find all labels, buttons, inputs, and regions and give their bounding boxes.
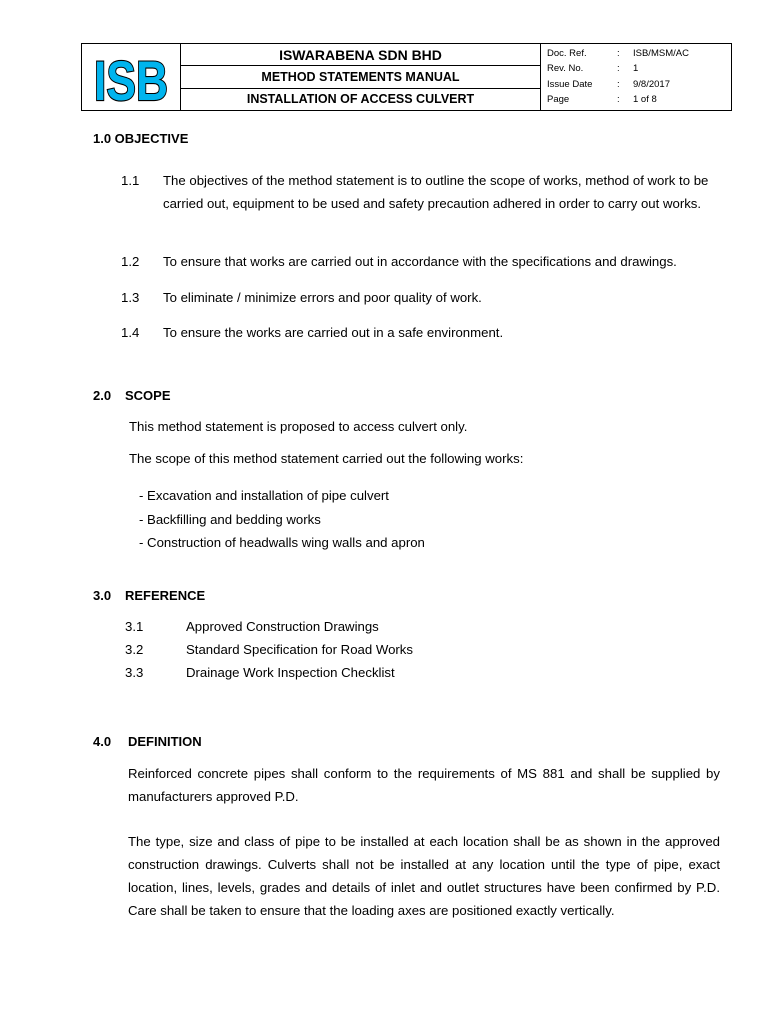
scope-list-item: - Backfilling and bedding works <box>139 512 321 527</box>
section-title: DEFINITION <box>128 734 202 749</box>
section-title: REFERENCE <box>125 588 206 603</box>
meta-value: 1 <box>633 63 639 75</box>
logo-cell <box>82 44 181 110</box>
meta-colon: : <box>617 78 620 90</box>
meta-issue-date <box>547 78 731 92</box>
company-logo <box>91 48 171 112</box>
meta-value: ISB/MSM/AC <box>633 47 689 59</box>
document-header <box>81 43 732 111</box>
item-number: 3.3 <box>125 665 144 680</box>
meta-page <box>547 93 731 107</box>
meta-label: Issue Date <box>547 78 593 90</box>
section-number: 3.0 <box>93 588 112 603</box>
item-number: 3.2 <box>125 642 144 657</box>
section-title: SCOPE <box>125 388 171 403</box>
item-text: Standard Specification for Road Works <box>186 642 413 657</box>
meta-rev-no <box>547 62 731 76</box>
section-number: 2.0 <box>93 388 112 403</box>
meta-value: 9/8/2017 <box>633 78 670 90</box>
item-number: 1.2 <box>121 254 140 269</box>
item-number: 1.1 <box>121 173 140 188</box>
logo-text: ISB <box>94 49 168 112</box>
definition-paragraph: The type, size and class of pipe to be installed at each location shall be as shown in the approved construction drawings. Culverts shall not be installed at any location until the type of pipe, exact location, lines, levels, grades and details of inlet and outlet structures have been confirmed by P.D. Care shall be taken to ensure that the loading axes are positioned exactly vertically. <box>128 834 720 918</box>
meta-value: 1 of 8 <box>633 94 657 106</box>
section-objective-heading: 1.0 OBJECTIVE <box>93 131 189 146</box>
item-text: Drainage Work Inspection Checklist <box>186 665 395 680</box>
meta-colon: : <box>617 94 620 106</box>
document-title: INSTALLATION OF ACCESS CULVERT <box>246 92 475 107</box>
company-name: ISWARABENA SDN BHD <box>181 44 540 66</box>
item-number: 1.4 <box>121 325 140 340</box>
meta-colon: : <box>617 63 620 75</box>
section-number: 4.0 <box>93 734 112 749</box>
meta-doc-ref <box>547 47 731 61</box>
scope-paragraph: The scope of this method statement carried out the following works: <box>129 451 524 466</box>
definition-paragraph: Reinforced concrete pipes shall conform to the requirements of MS 881 and shall be supplied by manufacturers approved P.D. <box>128 766 720 804</box>
section-scope-heading <box>93 388 171 403</box>
section-definition-heading <box>93 734 202 749</box>
meta-label: Rev. No. <box>547 63 584 75</box>
item-number: 3.1 <box>125 619 144 634</box>
manual-name: METHOD STATEMENTS MANUAL <box>181 66 540 88</box>
section-reference-heading <box>93 588 205 603</box>
scope-list-item: - Construction of headwalls wing walls and apron <box>139 535 425 550</box>
meta-colon: : <box>617 47 620 59</box>
item-text: To ensure the works are carried out in a safe environment. <box>163 325 504 340</box>
scope-paragraph: This method statement is proposed to access culvert only. <box>129 419 468 434</box>
item-text: Approved Construction Drawings <box>186 619 379 634</box>
item-text: To eliminate / minimize errors and poor quality of work. <box>163 290 482 305</box>
item-text: The objectives of the method statement is to outline the scope of works, method of work to be carried out, equipment to be used and safety precaution adhered in order to carry out works. <box>163 173 709 211</box>
title-cell <box>181 44 541 110</box>
doc-meta <box>541 44 731 110</box>
item-number: 1.3 <box>121 290 140 305</box>
meta-label: Page <box>547 94 570 106</box>
item-text: To ensure that works are carried out in accordance with the specifications and drawings. <box>163 254 677 269</box>
meta-label: Doc. Ref. <box>547 47 587 59</box>
scope-list-item: - Excavation and installation of pipe culvert <box>139 488 389 503</box>
